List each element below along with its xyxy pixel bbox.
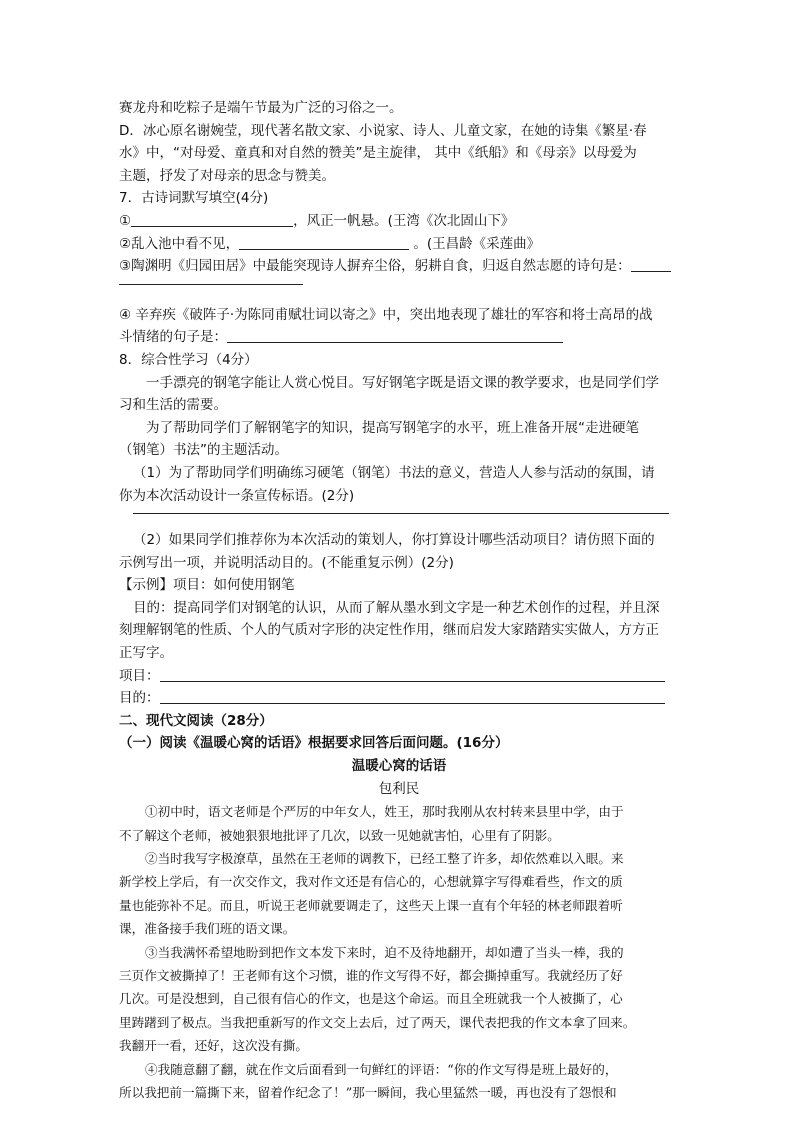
q6-option-d-line2: 水》中，“对母爱、童真和对自然的赞美”是主旋律， 其中《纸船》和《母亲》以母爱为 [119,145,637,162]
q6-option-d-line1: D．冰心原名谢婉莹，现代著名散文家、小说家、诗人、儿童文家，在她的诗集《繁星·春 [119,122,647,139]
q8-sub2-line2: 示例写出一项，并说明活动目的。(不能重复示例）(2分) [119,554,454,571]
q8-purpose-line3: 正写字。 [119,645,173,662]
q8-item-label: 项目： [119,667,160,684]
q8-example-line: 【示例】项目：如何使用钢笔 [119,577,295,594]
q7-item2-blank[interactable] [239,234,409,250]
q7-item3-text: ③陶渊明《归园田居》中最能突现诗人摒弃尘俗，躬耕自食，归返自然志愿的诗句是： [119,258,631,275]
q7-item1-prefix: ① [119,212,132,229]
q7-item2-suffix: 。(王昌龄《采莲曲》 [409,235,541,252]
article-author: 包利民 [378,780,420,797]
q8-goal-label: 目的： [119,690,160,707]
q6-option-c-end: 赛龙舟和吃粽子是端午节最为广泛的习俗之一。 [119,100,403,116]
story-p3-line5: 我翻开一看，还好，这次没有撕。 [119,1038,308,1054]
q8-para1-line1: 一手漂亮的钢笔字能让人赏心悦目。写好钢笔字既是语文课的教学要求，也是同学们学 [146,374,659,391]
story-p3-line1: ③当我满怀希望地盼到把作文本发下来时，迫不及待地翻开，却如遭了当头一棒，我的 [145,944,624,960]
q8-goal-answer [119,687,679,710]
story-p4-line1: ④我随意翻了翻，就在作文后面看到一句鲜红的评语：“你的作文写得是班上最好的， [145,1061,618,1077]
q7-item4-line1: ④ 辛弃疾《破阵子·为陈同甫赋壮词以寄之》中，突出地表现了雄壮的军容和将士高昂的战 [119,306,653,323]
section2-heading: 二、现代文阅读（28分） [119,712,273,729]
q8-slogan-answer-line[interactable] [119,507,679,529]
q7-item1 [119,210,679,233]
q8-item-blank[interactable] [160,666,665,682]
q8-sub1-line2: 你为本次活动设计一条宣传标语。(2分) [119,487,355,504]
q8-para2-line2: （钢笔）书法”的主题活动。 [119,442,288,459]
story-p3-line2: 三页作文被撕掉了！王老师有这个习惯，谁的作文写得不好，都会撕掉重写。我就经历了好 [119,968,623,984]
story-p3-line4: 里踌躇到了极点。当我把重新写的作文交上去后，过了两天，课代表把我的作文本拿了回来。 [119,1014,636,1030]
exam-page [119,97,679,1105]
story-p2-line3: 量也能弥补不足。而且，听说王老师就要调走了，这些天上课一直有个年轻的林老师跟着听 [119,897,623,913]
q8-para1-line2: 习和生活的需要。 [119,397,227,414]
story-p1-line2: 不了解这个老师，被她狠狠地批评了几次，以致一见她就害怕，心里有了阴影。 [119,827,560,843]
story-p2-line1: ②当时我写字极潦草，虽然在王老师的调教下，已经工整了许多，却依然难以入眼。来 [145,851,624,867]
story-p1-line1: ①初中时，语文老师是个严厉的中年女人，姓王，那时我刚从农村转来县里中学，由于 [145,804,624,820]
q6-option-d-line3: 主题，抒发了对母亲的思念与赞美。 [119,167,335,184]
q7-item4-prefix: 斗情绪的句子是： [119,329,227,346]
q7-item2-prefix: ②乱入池中看不见， [119,235,240,252]
q8-item-answer [119,665,679,688]
q8-para2-line1: 为了帮助同学们了解钢笔字的知识，提高写钢笔字的水平，班上准备开展“走进硬笔 [146,419,639,436]
q8-purpose-line2: 刻理解钢笔的性质、个人的气质对字形的决定性作用，继而启发大家踏踏实实做人，方方正 [119,622,659,639]
story-p2-line2: 新学校上学后，有一次交作文，我对作文还是有信心的，心想就算字写得难看些，作文的质 [119,874,623,890]
q7-item1-blank[interactable] [131,211,293,227]
q7-item4-blank[interactable] [227,327,563,343]
q7-item4-line2 [119,326,679,349]
q7-item3 [119,255,679,278]
q7-item2 [119,233,679,256]
q7-item3-answer-line[interactable] [119,278,679,300]
q8-goal-blank[interactable] [160,688,665,704]
story-p4-line2: 所以我把前一篇撕下来，留着作纪念了！”那一瞬间，我心里猛然一暖，再也没有了怨恨和 [119,1085,617,1101]
story-p2-line4: 课，准备接手我们班的语文课。 [119,921,296,937]
article-title: 温暖心窝的话语 [351,758,447,775]
q8-purpose-line1: 目的：提高同学们对钢笔的认识，从而了解从墨水到文字是一种艺术创作的过程，并且深 [133,599,660,616]
q7-item3-blank-a[interactable] [631,256,671,272]
q7-item1-suffix: ，风正一帆悬。(王湾《次北固山下》 [293,212,515,229]
story-p3-line3: 几次。可是没想到，自己很有信心的作文，也是这个命运。而且全班就我一个人被撕了，心 [119,991,623,1007]
q8-sub2-line1: （2）如果同学们推荐你为本次活动的策划人，你打算设计哪些活动项目？请仿照下面的 [133,532,655,549]
q8-sub1-line1: （1）为了帮助同学们明确练习硬笔（钢笔）书法的意义，营造人人参与活动的氛围，请 [133,464,655,481]
q8-heading: 8．综合性学习（4分） [119,351,258,368]
q7-heading: 7．古诗词默写填空(4分) [119,190,269,207]
part1-heading: （一）阅读《温暖心窝的话语》根据要求回答后面问题。(16分） [119,735,509,752]
